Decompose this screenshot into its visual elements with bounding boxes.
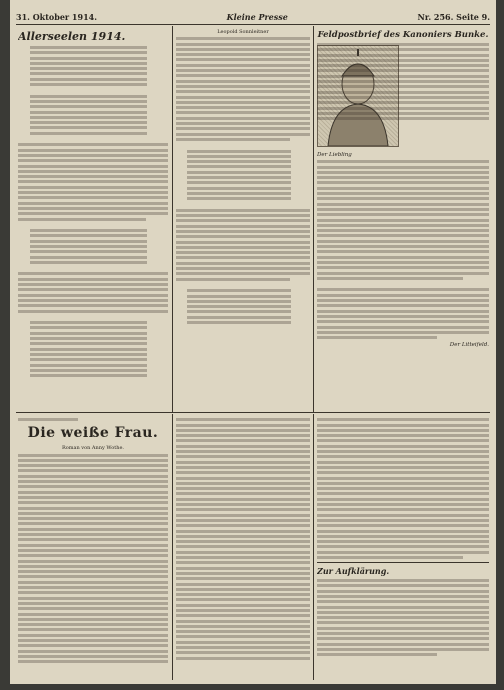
header-number: Nr. 256. Seite 9.	[417, 12, 490, 22]
serial-continued-column	[176, 416, 310, 678]
header-date: 31. Oktober 1914.	[16, 12, 97, 22]
col-rule-3	[172, 414, 173, 680]
header-paper: Kleine Presse	[226, 12, 288, 22]
col-rule-4	[313, 414, 314, 680]
section-rule	[16, 412, 490, 413]
col-rule-1	[172, 26, 173, 412]
middle-subtitle: Leopold Sonnleitner	[217, 29, 269, 35]
serial-title: Die weiße Frau.	[27, 425, 159, 442]
feldpost-signature: Der Litteifeld.	[449, 342, 489, 349]
portrait-caption: Der Liebling	[317, 152, 352, 158]
poem-column	[18, 28, 168, 410]
notice-title: Zur Aufklärung.	[317, 566, 390, 577]
serial-author: Roman von Anny Wothe.	[61, 445, 124, 452]
poem-title: Allerseelen 1914.	[18, 30, 126, 43]
serial-column	[18, 416, 168, 678]
col-rule-2	[313, 26, 314, 412]
header-rule	[16, 24, 490, 25]
page-header	[16, 10, 490, 24]
right-column	[317, 28, 489, 410]
right-bottom-column	[317, 416, 489, 678]
feldpost-title: Feldpostbrief des Kanoniers Bunke.	[317, 30, 489, 40]
middle-column	[176, 28, 310, 410]
newspaper-page	[10, 0, 496, 684]
